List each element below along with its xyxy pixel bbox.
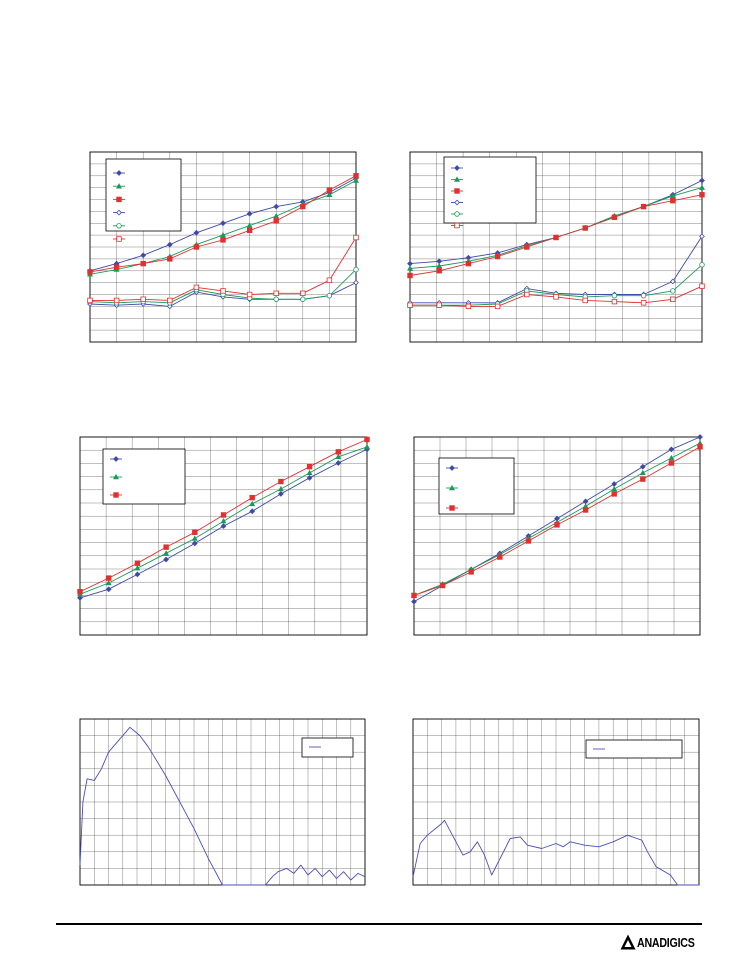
data-point bbox=[466, 261, 471, 266]
data-point bbox=[354, 267, 359, 272]
legend-marker bbox=[455, 189, 460, 194]
data-point bbox=[194, 285, 199, 290]
data-point bbox=[354, 173, 359, 178]
data-point bbox=[221, 238, 226, 243]
data-point bbox=[221, 513, 226, 518]
data-point bbox=[327, 278, 332, 283]
data-point bbox=[641, 301, 646, 306]
footer-rule bbox=[56, 923, 702, 925]
chart-2 bbox=[410, 152, 702, 342]
data-point bbox=[141, 297, 146, 302]
legend-box bbox=[106, 159, 181, 231]
data-point bbox=[301, 291, 306, 296]
legend-marker bbox=[114, 493, 119, 498]
data-point bbox=[437, 303, 442, 308]
data-point bbox=[168, 257, 173, 262]
legend-marker bbox=[117, 197, 122, 202]
legend-box bbox=[302, 738, 353, 757]
legend bbox=[106, 159, 181, 241]
triangle-logo-icon bbox=[620, 934, 636, 950]
data-point bbox=[307, 464, 312, 469]
data-point bbox=[641, 293, 646, 298]
data-point bbox=[437, 268, 442, 273]
data-point bbox=[274, 297, 279, 302]
data-point bbox=[641, 477, 646, 482]
data-point bbox=[612, 293, 617, 298]
legend-marker bbox=[117, 224, 122, 229]
data-point bbox=[554, 235, 559, 240]
data-point bbox=[495, 304, 500, 309]
data-point bbox=[78, 589, 83, 594]
data-point bbox=[583, 226, 588, 231]
data-point bbox=[247, 292, 252, 297]
data-point bbox=[168, 298, 173, 303]
data-point bbox=[671, 289, 676, 294]
data-point bbox=[583, 508, 588, 513]
data-point bbox=[164, 545, 169, 550]
data-point bbox=[671, 198, 676, 203]
data-point bbox=[554, 295, 559, 300]
data-point bbox=[193, 530, 198, 535]
legend bbox=[586, 740, 682, 758]
data-point bbox=[466, 304, 471, 309]
data-point bbox=[700, 263, 705, 268]
data-point bbox=[526, 539, 531, 544]
data-point bbox=[301, 204, 306, 209]
data-point bbox=[141, 261, 146, 266]
chart-4 bbox=[414, 437, 700, 635]
data-point bbox=[114, 265, 119, 270]
data-point bbox=[135, 561, 140, 566]
legend bbox=[444, 157, 536, 228]
data-point bbox=[671, 297, 676, 302]
data-point bbox=[274, 291, 279, 296]
chart-3 bbox=[80, 437, 367, 635]
data-point bbox=[495, 254, 500, 259]
data-point bbox=[408, 303, 413, 308]
chart-5 bbox=[80, 719, 365, 885]
data-point bbox=[274, 219, 279, 224]
data-point bbox=[700, 192, 705, 197]
chart-1 bbox=[90, 152, 356, 342]
logo-wordmark: ANADIGICS bbox=[637, 934, 695, 950]
data-point bbox=[327, 293, 332, 298]
data-point bbox=[555, 523, 560, 528]
data-point bbox=[114, 298, 119, 303]
legend bbox=[103, 449, 185, 504]
data-point bbox=[247, 228, 252, 233]
data-point bbox=[700, 284, 705, 289]
legend-marker bbox=[450, 506, 455, 511]
data-point bbox=[354, 235, 359, 240]
data-point bbox=[412, 593, 417, 598]
data-point bbox=[301, 297, 306, 302]
data-point bbox=[612, 299, 617, 304]
data-point bbox=[88, 270, 93, 275]
data-point bbox=[365, 437, 370, 442]
data-point bbox=[336, 450, 341, 455]
data-point bbox=[498, 555, 503, 560]
legend bbox=[302, 738, 353, 757]
data-point bbox=[106, 576, 111, 581]
data-point bbox=[525, 292, 530, 297]
legend-marker bbox=[455, 223, 460, 228]
legend bbox=[439, 458, 514, 514]
data-point bbox=[525, 245, 530, 250]
legend-marker bbox=[117, 237, 122, 242]
data-point bbox=[408, 273, 413, 278]
data-point bbox=[440, 583, 445, 588]
data-point bbox=[612, 215, 617, 220]
data-point bbox=[250, 495, 255, 500]
company-logo bbox=[620, 934, 707, 950]
data-point bbox=[698, 445, 703, 450]
data-point bbox=[221, 289, 226, 294]
chart-6 bbox=[413, 719, 699, 885]
legend-marker bbox=[455, 212, 460, 217]
data-point bbox=[612, 492, 617, 497]
data-point bbox=[669, 461, 674, 466]
data-point bbox=[469, 570, 474, 575]
data-point bbox=[583, 298, 588, 303]
data-point bbox=[279, 479, 284, 484]
data-point bbox=[327, 188, 332, 193]
data-point bbox=[641, 204, 646, 209]
data-point bbox=[88, 298, 93, 303]
data-point bbox=[194, 245, 199, 250]
